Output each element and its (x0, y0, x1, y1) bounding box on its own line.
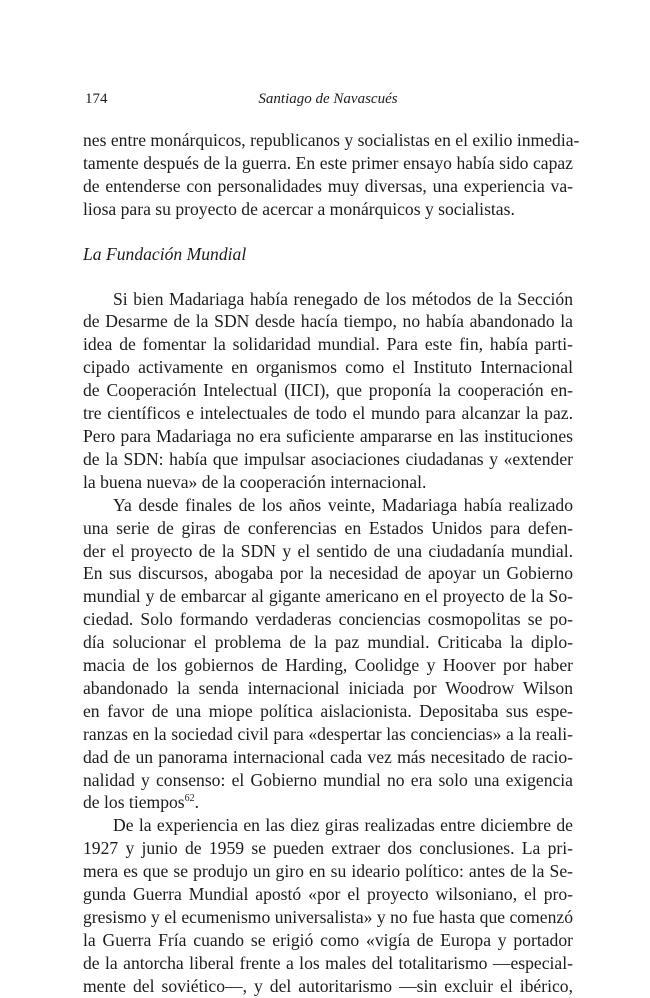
text-line: ciedad. Solo formando verdaderas conciencias cosmopolitas se po- (83, 609, 573, 630)
text-line: día solucionar el problema de la paz mundial. Criticaba la diplo- (83, 632, 573, 653)
text-fragment: . (194, 792, 200, 813)
paragraph (83, 129, 580, 221)
paragraph (83, 814, 573, 997)
text-line: nalidad y consenso: el Gobierno mundial no era solo una exigencia (83, 769, 573, 790)
text-line: de Desarme de la SDN desde hacía tiempo, no había abandonado la (83, 311, 573, 332)
running-head (83, 90, 573, 114)
paragraph (83, 288, 573, 494)
text-line: ranzas en la sociedad civil para «despertar las conciencias» a la reali- (83, 723, 573, 744)
text-line: Si bien Madariaga había renegado de los métodos de la Sección (113, 288, 573, 309)
text-line: la buena nueva» de la cooperación internacional. (83, 471, 427, 492)
running-title: Santiago de Navascués (258, 91, 398, 107)
section-heading: La Fundación Mundial (83, 243, 247, 264)
text-line: de Cooperación Intelectual (IICI), que proponía la cooperación en- (83, 380, 573, 401)
text-line: gresismo y el ecumenismo universalista» y no fue hasta que comenzó (83, 907, 573, 927)
text-line: cipado activamente en organismos como el Instituto Internacional (83, 357, 573, 378)
text-line (83, 791, 573, 814)
text-line: idea de fomentar la solidaridad mundial. Para este fin, había parti- (83, 334, 573, 355)
footnote-reference[interactable]: 62 (184, 793, 195, 805)
book-page (83, 90, 580, 998)
text-line: Ya desde finales de los años veinte, Madariaga había realizado (113, 494, 573, 515)
text-line: gunda Guerra Mundial apostó «por el proyecto wilsoniano, el pro- (83, 884, 573, 905)
text-line: macia de los gobiernos de Harding, Coolidge y Hoover por haber (83, 655, 573, 676)
text-line: 1927 y junio de 1959 se pueden extraer dos conclusiones. La pri- (83, 838, 573, 859)
text-line: tre científicos e intelectuales de todo el mundo para alcanzar la paz. (83, 403, 573, 424)
text-line: der el proyecto de la SDN y el sentido de una ciudadanía mundial. (83, 540, 573, 561)
text-line: De la experiencia en las diez giras realizadas entre diciembre de (113, 815, 573, 836)
text-line: en favor de una miope política aislacionista. Depositaba sus espe- (83, 700, 573, 721)
text-line: abandonado la senda internacional iniciada por Woodrow Wilson (83, 677, 573, 698)
text-line: mente del soviético—, y del autoritarismo —sin excluir el ibérico, (83, 975, 573, 996)
text-line: una serie de giras de conferencias en Estados Unidos para defen- (83, 517, 573, 538)
text-line: mera es que se produjo un giro en su ideario político: antes de la Se- (83, 861, 573, 882)
text-line: la Guerra Fría cuando se erigió como «vigía de Europa y portador (83, 929, 573, 950)
text-line: de la antorcha liberal frente a los males del totalitarismo —especial- (83, 952, 573, 973)
text-line: mundial y de embarcar al gigante americano en el proyecto de la So- (83, 586, 573, 607)
text-line: de la SDN: había que impulsar asociaciones ciudadanas y «extender (83, 448, 573, 469)
text-fragment: de los tiempos (83, 792, 185, 813)
paragraph (83, 494, 573, 815)
text-line: liosa para su proyecto de acercar a monárquicos y socialistas. (83, 198, 515, 219)
page-number: 174 (85, 91, 108, 107)
text-line: de entenderse con personalidades muy diversas, una experiencia va- (83, 175, 573, 196)
text-line: Pero para Madariaga no era suficiente ampararse en las instituciones (83, 425, 573, 446)
text-line: tamente después de la guerra. En este primer ensayo había sido capaz (83, 152, 573, 173)
text-line: dad de un panorama internacional cada vez más necesitado de racio- (83, 746, 573, 767)
text-line: nes entre monárquicos, republicanos y socialistas en el exilio inmedia- (83, 130, 580, 150)
text-line: En sus discursos, abogaba por la necesidad de apoyar un Gobierno (83, 563, 573, 584)
body-text (83, 129, 580, 998)
